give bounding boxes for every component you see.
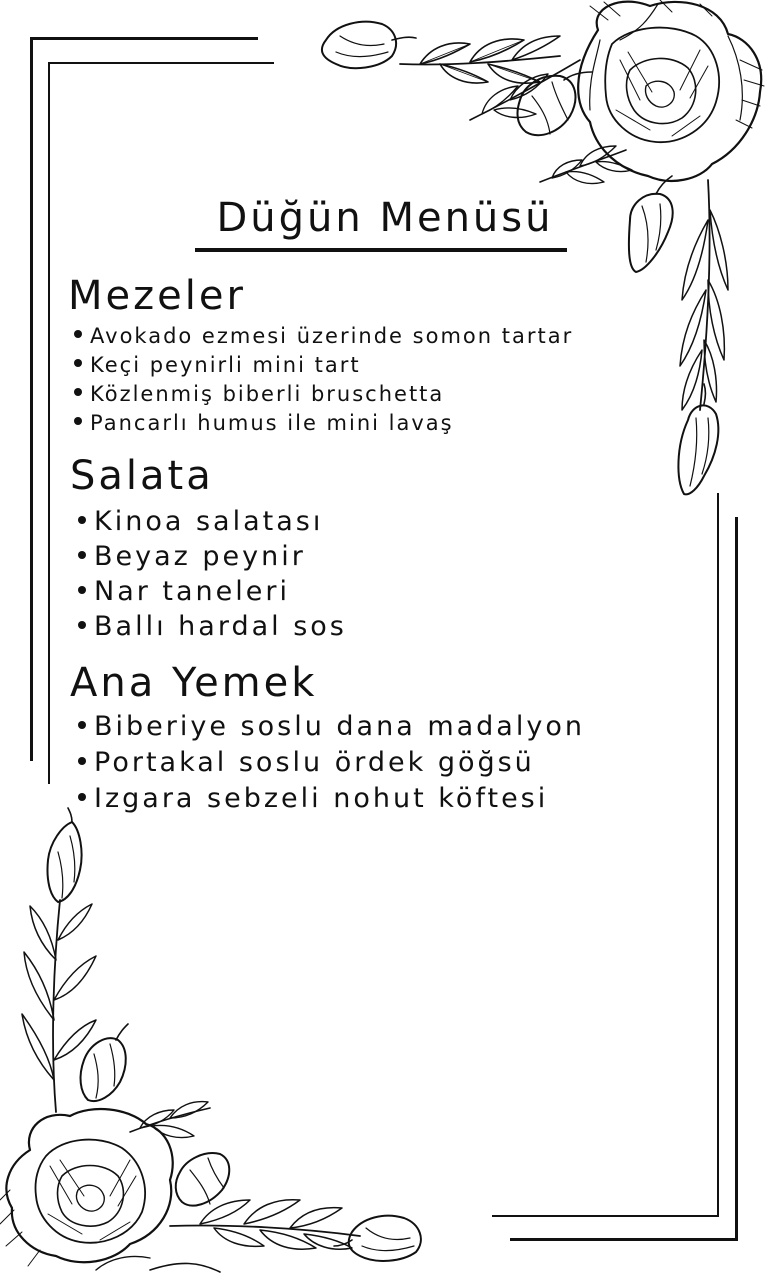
section-heading: Salata	[70, 453, 214, 499]
bullet-icon	[74, 330, 82, 338]
menu-item-list	[70, 508, 347, 648]
title-underline	[195, 248, 567, 252]
menu-item-text: Közlenmiş biberli bruschetta	[90, 382, 445, 406]
menu-item-text: Avokado ezmesi üzerinde somon tartar	[90, 324, 574, 348]
bullet-icon	[78, 793, 86, 801]
menu-item	[70, 749, 585, 785]
menu-title: Düğün Menüsü	[216, 195, 554, 241]
section-ana-yemek	[70, 660, 585, 821]
bullet-icon	[74, 417, 82, 425]
bullet-icon	[74, 388, 82, 396]
bullet-icon	[78, 516, 86, 524]
bullet-icon	[78, 757, 86, 765]
menu-item	[70, 613, 347, 648]
menu-item-text: Biberiye soslu dana madalyon	[94, 711, 585, 742]
menu-item-text: Portakal soslu ördek göğsü	[94, 747, 535, 778]
bullet-icon	[78, 586, 86, 594]
menu-item-text: Ballı hardal sos	[94, 611, 347, 642]
menu-item	[70, 578, 347, 613]
menu-item-text: Keçi peynirli mini tart	[90, 353, 361, 377]
menu-item-list	[68, 326, 573, 442]
menu-item	[70, 508, 347, 543]
section-mezeler	[68, 273, 574, 442]
menu-item-text: Izgara sebzeli nohut köftesi	[94, 783, 549, 814]
menu-item	[68, 384, 573, 413]
menu-item-text: Beyaz peynir	[94, 541, 306, 572]
bottom-left-rose-icon	[0, 808, 421, 1272]
bullet-icon	[74, 359, 82, 367]
section-heading: Mezeler	[68, 273, 246, 319]
bullet-icon	[78, 551, 86, 559]
bullet-icon	[78, 621, 86, 629]
menu-item-text: Kinoa salatası	[94, 506, 324, 537]
menu-item-list	[70, 713, 585, 821]
menu-item	[68, 413, 573, 442]
menu-item	[70, 785, 585, 821]
menu-item-text: Pancarlı humus ile mini lavaş	[90, 411, 454, 435]
section-heading: Ana Yemek	[70, 660, 318, 706]
menu-item-text: Nar taneleri	[94, 576, 290, 607]
menu-item	[70, 543, 347, 578]
menu-item	[68, 355, 573, 384]
menu-item	[68, 326, 573, 355]
bullet-icon	[78, 721, 86, 729]
menu-item	[70, 713, 585, 749]
section-salata	[70, 453, 347, 648]
